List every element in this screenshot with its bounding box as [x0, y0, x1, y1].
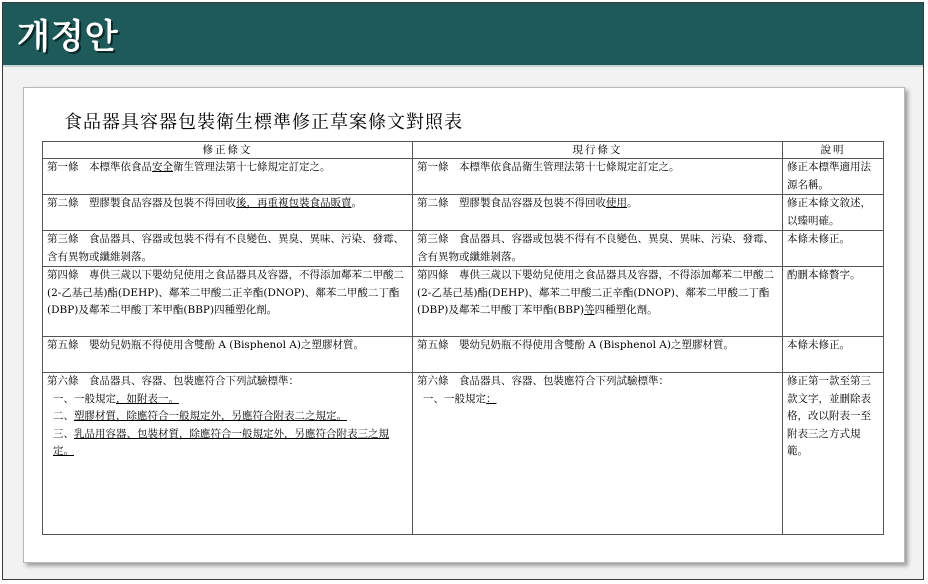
revised-text-changed: 後，再重複包裝食品販賣	[236, 197, 352, 209]
list-item: 一、一般規定：	[423, 392, 497, 405]
list-item: 三、乳品用容器、包裝材質，除應符合一般規定外，另應符合附表三之規定。	[53, 427, 389, 457]
column-header-current: 現行條文	[413, 142, 783, 159]
revised-text-changed: 安全	[152, 161, 173, 173]
note-cell: 修正第一款至第三款文字，並刪除表格，改以附表一至附表三之方式規範。	[783, 373, 884, 535]
current-text-changed: 使用	[606, 197, 627, 209]
document-panel	[23, 87, 905, 563]
column-header-revised: 修正條文	[43, 142, 413, 159]
current-text-changed: 等	[584, 304, 595, 316]
table-row	[43, 195, 884, 231]
document-title: 食品器具容器包裝衛生標準修正草案條文對照表	[64, 112, 463, 133]
column-header-notes: 說明	[783, 142, 884, 159]
revised-cell: 第二條 塑膠製食品容器及包裝不得回收後，再重複包裝食品販賣。	[43, 195, 413, 231]
header-bar	[3, 3, 923, 67]
header-title: 개정안	[17, 17, 119, 57]
table-header-row	[43, 142, 884, 159]
revised-cell: 第三條 食品器具、容器或包裝不得有不良變色、異臭、異味、污染、發霉、含有異物或纖維剝落。	[43, 231, 413, 267]
current-cell: 第六條 食品器具、容器、包裝應符合下列試驗標準： 一、一般規定：	[413, 373, 783, 535]
current-cell: 第四條 專供三歲以下嬰幼兒使用之食品器具及容器，不得添加鄰苯二甲酸二(2-乙基己基)酯(DEHP)、鄰苯二甲酸二正辛酯(DNOP)、鄰苯二甲酸二丁酯(DBP)及鄰苯二甲酸丁苯甲酯(BBP)等四種塑化劑。	[413, 267, 783, 337]
revised-text-changed: 乳品用容器、包裝材質，除應符合一般規定外，另應符合附表三之規定。	[53, 427, 389, 457]
table-row	[43, 267, 884, 337]
revised-cell: 第一條 本標準依食品安全衛生管理法第十七條規定訂定之。	[43, 159, 413, 195]
table-row	[43, 337, 884, 373]
note-cell: 酌刪本條贅字。	[783, 267, 884, 337]
table-row	[43, 159, 884, 195]
comparison-table	[42, 141, 884, 535]
list-item: 二、塑膠材質，除應符合一般規定外，另應符合附表二之規定。	[53, 410, 347, 422]
revised-text-changed: ，如附表一。	[116, 392, 179, 405]
current-cell: 第二條 塑膠製食品容器及包裝不得回收使用。	[413, 195, 783, 231]
note-cell: 修正本標準適用法源名稱。	[783, 159, 884, 195]
revised-text-changed: 塑膠材質，除應符合一般規定外，另應符合附表二之規定。	[74, 410, 347, 422]
note-cell: 本條未修正。	[783, 231, 884, 267]
table-row	[43, 373, 884, 535]
list-item: 一、一般規定，如附表一。	[53, 392, 179, 405]
table-row	[43, 231, 884, 267]
slide	[2, 2, 924, 580]
revised-cell: 第六條 食品器具、容器、包裝應符合下列試驗標準： 一、一般規定，如附表一。 二、塑膠材質，除應符合一般規定外，另應符合附表二之規定。 三、乳品用容器、包裝材質，除應符合一般規定外，另應符合附表三之規定。	[43, 373, 413, 535]
current-text-changed: ：	[486, 392, 497, 405]
current-cell: 第一條 本標準依食品衛生管理法第十七條規定訂定之。	[413, 159, 783, 195]
note-cell: 本條未修正。	[783, 337, 884, 373]
revised-cell: 第五條 嬰幼兒奶瓶不得使用含雙酚 A (Bisphenol A)之塑膠材質。	[43, 337, 413, 373]
current-cell: 第五條 嬰幼兒奶瓶不得使用含雙酚 A (Bisphenol A)之塑膠材質。	[413, 337, 783, 373]
note-cell: 修正本條文敘述，以臻明確。	[783, 195, 884, 231]
current-cell: 第三條 食品器具、容器或包裝不得有不良變色、異臭、異味、污染、發霉、含有異物或纖維剝落。	[413, 231, 783, 267]
revised-cell: 第四條 專供三歲以下嬰幼兒使用之食品器具及容器，不得添加鄰苯二甲酸二(2-乙基己基)酯(DEHP)、鄰苯二甲酸二正辛酯(DNOP)、鄰苯二甲酸二丁酯(DBP)及鄰苯二甲酸丁苯甲酯(BBP)四種塑化劑。	[43, 267, 413, 337]
